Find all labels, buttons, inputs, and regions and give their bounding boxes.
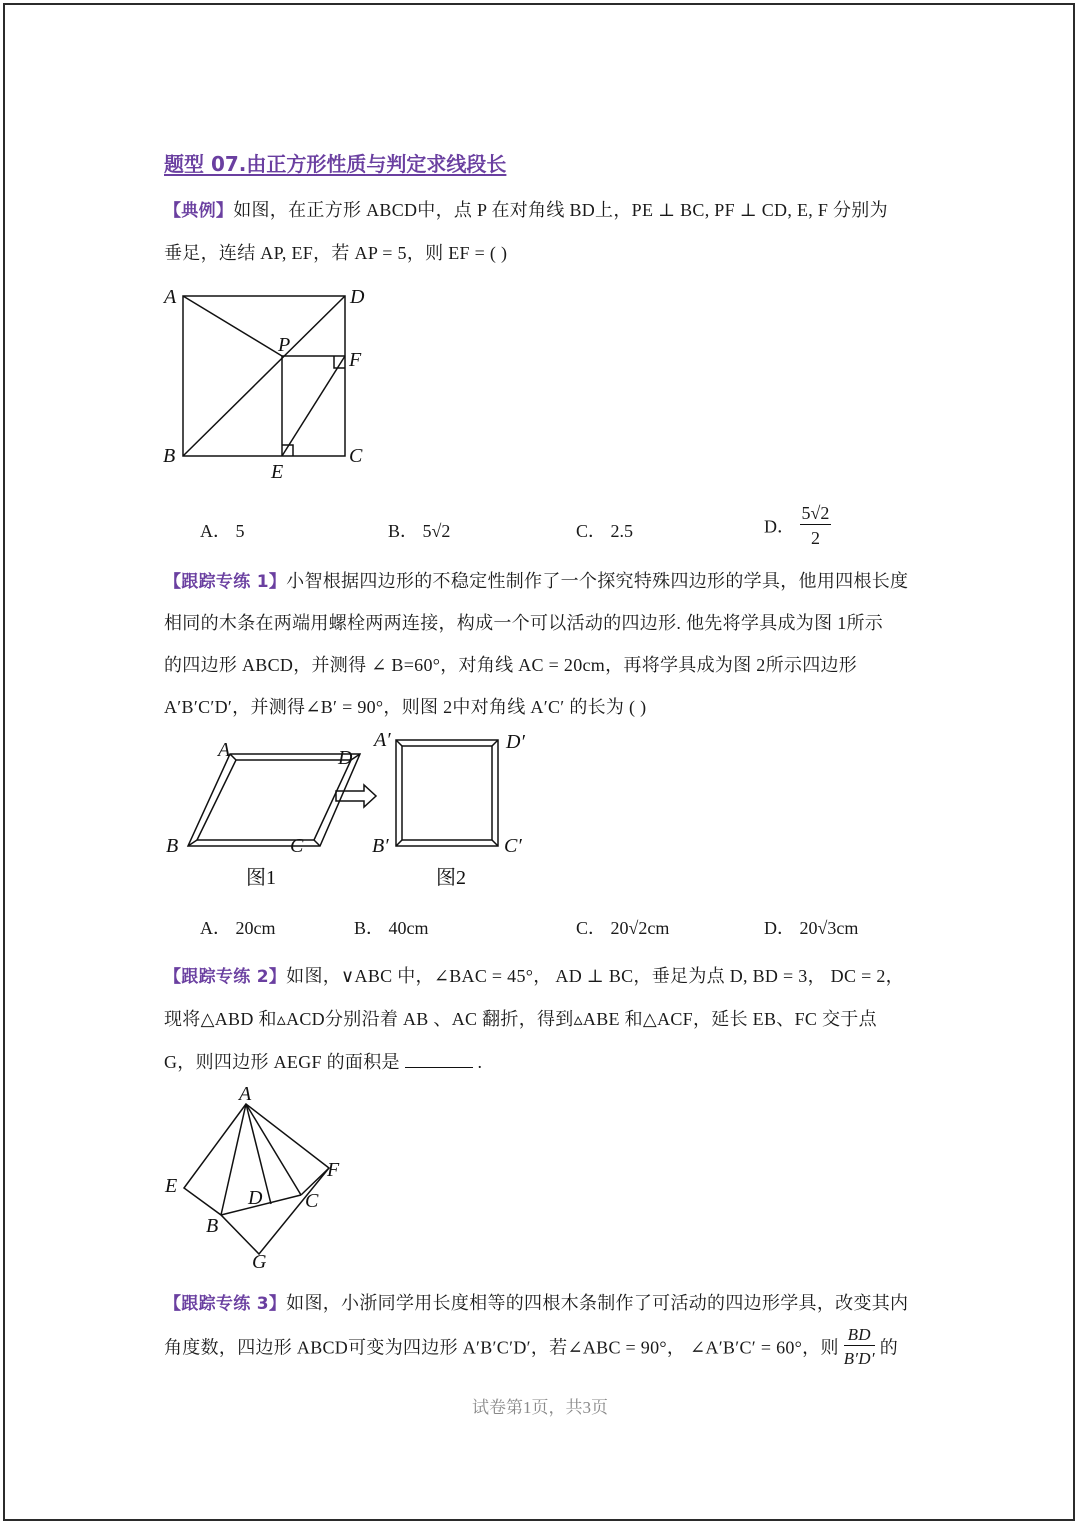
label-a: A bbox=[164, 286, 177, 308]
label-a-prime: A′ bbox=[374, 729, 391, 751]
option-d-fraction: $\frac{5√2}{2}$ bbox=[801, 503, 830, 548]
answer-blank[interactable] bbox=[405, 1067, 473, 1068]
rhombus-outer bbox=[188, 754, 360, 846]
q3-line-2: 角度数，四边形 ABCD可变为四边形 A′B′C′D′，若∠ABC = 90°， ∠A′B′C′ = 60°，则 $\frac{BD}{B'D'}$ 的 bbox=[164, 1325, 899, 1368]
q1-line-2: 相同的木条在两端用螺栓两两连接，构成一个可以活动的四边形. 他先将学具成为图 1所示 bbox=[164, 613, 884, 633]
q1-line-4: A′B′C′D′，并测得∠B′ = 90°，则图 2中对角线 A′C′ 的长为 ( ) bbox=[164, 697, 647, 717]
rhombus-square-figure bbox=[160, 728, 540, 894]
example-line-1 bbox=[164, 196, 888, 222]
section-title: 题型 07.由正方形性质与判定求线段长 bbox=[164, 152, 507, 176]
label-e: E bbox=[271, 461, 284, 482]
label-c-prime: C′ bbox=[504, 835, 522, 857]
label-d: D bbox=[338, 747, 353, 769]
segment-ef bbox=[282, 356, 345, 456]
segment-ap bbox=[183, 296, 282, 356]
page-footer: 试卷第1页，共3页 bbox=[472, 1398, 608, 1417]
diagonal-bd bbox=[183, 296, 345, 456]
q2-tag: 【跟踪专练 2】 bbox=[164, 967, 287, 987]
q3-tag: 【跟踪专练 3】 bbox=[164, 1294, 287, 1314]
label-c: C bbox=[349, 445, 363, 467]
q3-fraction: $\frac{BD}{B'D'}$ bbox=[843, 1325, 875, 1368]
square-figure bbox=[155, 282, 385, 482]
label-c: C bbox=[305, 1190, 319, 1212]
q3-line-1: 【跟踪专练 3】如图，小浙同学用长度相等的四根木条制作了可活动的四边形学具，改变其内 bbox=[164, 1293, 909, 1314]
square-outer bbox=[396, 740, 498, 846]
label-a: A bbox=[218, 739, 231, 761]
q1-option-d[interactable]: D． 20√3cm bbox=[764, 918, 859, 938]
q1-line-1: 【跟踪专练 1】小智根据四边形的不稳定性制作了一个探究特殊四边形的学具，他用四根长度 bbox=[164, 571, 909, 592]
label-e: E bbox=[165, 1175, 178, 1197]
q1-option-c[interactable]: C． 20√2cm bbox=[576, 918, 670, 938]
label-d-prime: D′ bbox=[506, 731, 525, 753]
label-d: D bbox=[248, 1187, 263, 1209]
triangle-fold-figure bbox=[158, 1080, 358, 1272]
caption-fig1: 图1 bbox=[246, 867, 276, 889]
example-option-d[interactable]: D． $\frac{5√2}{2}$ bbox=[764, 503, 830, 548]
q2-line-2: 现将△ABD 和▵ACD分别沿着 AB 、AC 翻折，得到▵ABE 和△ACF，延长 EB、FC 交于点 bbox=[164, 1009, 877, 1029]
example-tag: 【典例】 bbox=[164, 201, 234, 221]
square-inner bbox=[402, 746, 492, 840]
q2-line-3: G，则四边形 AEGF 的面积是 . bbox=[164, 1052, 483, 1072]
label-g: G bbox=[252, 1251, 267, 1272]
segment-ac bbox=[246, 1104, 301, 1195]
q1-option-a[interactable]: A． 20cm bbox=[200, 918, 276, 938]
example-text-1: 如图，在正方形 ABCD中，点 P 在对角线 BD上，PE ⊥ BC, PF ⊥ CD, E, F 分别为 bbox=[233, 200, 888, 220]
q1-tag: 【跟踪专练 1】 bbox=[164, 572, 287, 592]
q2-line-1: 【跟踪专练 2】如图，∨ABC 中，∠BAC = 45°， AD ⊥ BC，垂足为点 D, BD = 3， DC = 2， bbox=[164, 966, 904, 987]
q1-line-3: 的四边形 ABCD，并测得 ∠ B=60°，对角线 AC = 20cm，再将学具成为图 2所示四边形 bbox=[164, 655, 858, 675]
label-b: B bbox=[166, 835, 179, 857]
label-d: D bbox=[350, 286, 365, 308]
label-p: P bbox=[278, 334, 291, 356]
label-b: B bbox=[206, 1215, 219, 1237]
example-line-2: 垂足，连结 AP, EF，若 AP = 5，则 EF = ( ) bbox=[164, 243, 508, 263]
label-b: B bbox=[163, 445, 176, 467]
label-f: F bbox=[327, 1159, 340, 1181]
q1-option-b[interactable]: B． 40cm bbox=[354, 918, 429, 938]
example-option-a[interactable]: A． 5 bbox=[200, 521, 245, 541]
example-option-b[interactable]: B． 5√2 bbox=[388, 521, 451, 541]
label-a: A bbox=[239, 1083, 252, 1105]
label-f: F bbox=[349, 349, 362, 371]
label-c: C bbox=[290, 835, 304, 857]
caption-fig2: 图2 bbox=[436, 867, 466, 889]
example-option-c[interactable]: C． 2.5 bbox=[576, 521, 634, 541]
label-b-prime: B′ bbox=[372, 835, 389, 857]
